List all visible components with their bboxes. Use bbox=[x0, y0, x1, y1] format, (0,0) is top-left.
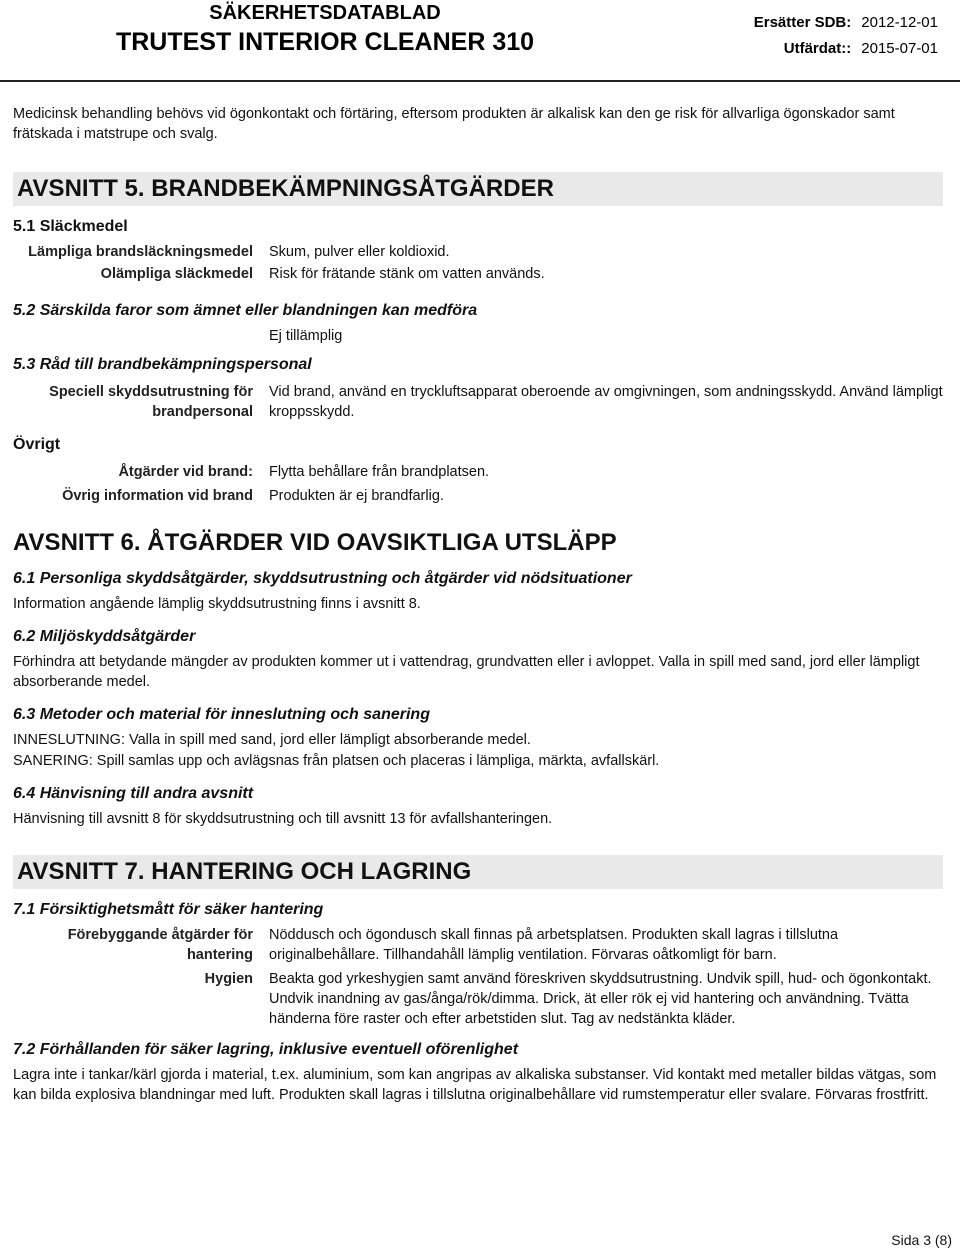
other-row-info bbox=[13, 486, 943, 506]
row-label: Speciell skyddsutrustning för brandpersonal bbox=[49, 384, 253, 420]
s71-row-preventive bbox=[13, 925, 943, 965]
s63-text-cleanup: SANERING: Spill samlas upp och avlägsnas från platsen och placeras i lämpliga, märkta, avfallskärl. bbox=[13, 753, 660, 769]
s51-row-suitable bbox=[13, 242, 943, 262]
page-header bbox=[0, 0, 960, 82]
s64-text: Hänvisning till avsnitt 8 för skyddsutrustning och till avsnitt 13 för avfallshanteringen. bbox=[13, 811, 553, 827]
row-value: Nöddusch och ögondusch skall finnas på arbetsplatsen. Produkten skall lagras i tillslutna originalbehållare. Tillhandahåll lämplig ventilation. Förvaras oåtkomligt för barn. bbox=[269, 927, 839, 963]
section7-title: AVSNITT 7. HANTERING OCH LAGRING bbox=[13, 855, 943, 889]
s62-text: Förhindra att betydande mängder av produkten kommer ut i vattendrag, grundvatten eller i avloppet. Valla in spill med sand, jord eller lämpligt absorberande medel. bbox=[13, 654, 920, 690]
product-name: TRUTEST INTERIOR CLEANER 310 bbox=[115, 28, 535, 56]
page-number: Sida 3 (8) bbox=[891, 1232, 952, 1248]
row-value: Flytta behållare från brandplatsen. bbox=[269, 464, 490, 480]
section6-title: AVSNITT 6. ÅTGÄRDER VID OAVSIKTLIGA UTSLÄPP bbox=[13, 529, 617, 556]
s71-row-hygiene bbox=[13, 969, 943, 1029]
s61-title: 6.1 Personliga skyddsåtgärder, skyddsutrustning och åtgärder vid nödsituationer bbox=[13, 570, 632, 587]
intro-paragraph: Medicinsk behandling behövs vid ögonkontakt och förtäring, eftersom produkten är alkalisk kan den ge risk för allvarliga ögonskador samt frätskada i matstrupe och svalg. bbox=[13, 106, 895, 142]
s63-text-containment: INNESLUTNING: Valla in spill med sand, jord eller lämpligt absorberande medel. bbox=[13, 732, 531, 748]
s52-value: Ej tillämplig bbox=[269, 328, 343, 344]
issued-row bbox=[784, 40, 938, 57]
issued-date: 2015-07-01 bbox=[861, 40, 938, 57]
document-body bbox=[13, 104, 943, 1105]
s72-text: Lagra inte i tankar/kärl gjorda i material, t.ex. aluminium, som kan angripas av alkaliska substanser. Vid kontakt med metaller bildas vätgas, som kan bilda explosiva blandningar med luft. Produkten skall lagras i tillslutna originalbehållare vid rumstemperatur eller svalare. Förvaras frostfritt. bbox=[13, 1067, 937, 1103]
replaces-row bbox=[754, 14, 938, 31]
row-value: Skum, pulver eller koldioxid. bbox=[269, 244, 450, 260]
row-label: Lämpliga brandsläckningsmedel bbox=[28, 244, 253, 260]
s51-title: 5.1 Släckmedel bbox=[13, 218, 128, 235]
s51-row-unsuitable bbox=[13, 264, 943, 284]
document-type: SÄKERHETSDATABLAD bbox=[209, 2, 441, 24]
issued-label: Utfärdat:: bbox=[783, 40, 852, 57]
s72-title: 7.2 Förhållanden för säker lagring, inklusive eventuell oförenlighet bbox=[13, 1041, 519, 1058]
s62-title: 6.2 Miljöskyddsåtgärder bbox=[13, 628, 196, 645]
row-label: Hygien bbox=[204, 971, 253, 987]
other-row-actions bbox=[13, 462, 943, 482]
section5-title: AVSNITT 5. BRANDBEKÄMPNINGSÅTGÄRDER bbox=[13, 172, 943, 206]
s63-title: 6.3 Metoder och material för inneslutning och sanering bbox=[13, 706, 430, 723]
row-value: Beakta god yrkeshygien samt använd föreskriven skyddsutrustning. Undvik spill, hud- och ögonkontakt. Undvik inandning av gas/ånga/rök/dimma. Drick, ät eller rök ej vid hantering och användning. Tvätta händerna före raster och efter arbetstiden slut. Tag av nedstänkta kläder. bbox=[269, 971, 932, 1027]
s53-row-protective bbox=[13, 382, 943, 422]
row-value: Vid brand, använd en tryckluftsapparat oberoende av omgivningen, som andningsskydd. Använd lämpligt kroppsskydd. bbox=[269, 384, 943, 420]
replaces-date: 2012-12-01 bbox=[861, 14, 938, 31]
row-value: Risk för frätande stänk om vatten används. bbox=[269, 266, 545, 282]
row-label: Olämpliga släckmedel bbox=[100, 266, 253, 282]
s52-title: 5.2 Särskilda faror som ämnet eller blandningen kan medföra bbox=[13, 302, 478, 319]
replaces-label: Ersätter SDB: bbox=[753, 14, 852, 31]
other-title: Övrigt bbox=[13, 436, 61, 453]
s64-title: 6.4 Hänvisning till andra avsnitt bbox=[13, 785, 254, 802]
row-label: Förebyggande åtgärder för hantering bbox=[67, 927, 253, 963]
s71-title: 7.1 Försiktighetsmått för säker hantering bbox=[13, 901, 324, 918]
row-value: Produkten är ej brandfarlig. bbox=[269, 488, 444, 504]
row-label: Åtgärder vid brand: bbox=[118, 464, 253, 480]
s61-text: Information angående lämplig skyddsutrustning finns i avsnitt 8. bbox=[13, 596, 421, 612]
s52-row bbox=[13, 326, 943, 346]
row-label: Övrig information vid brand bbox=[62, 488, 253, 504]
s53-title: 5.3 Råd till brandbekämpningspersonal bbox=[13, 356, 312, 373]
